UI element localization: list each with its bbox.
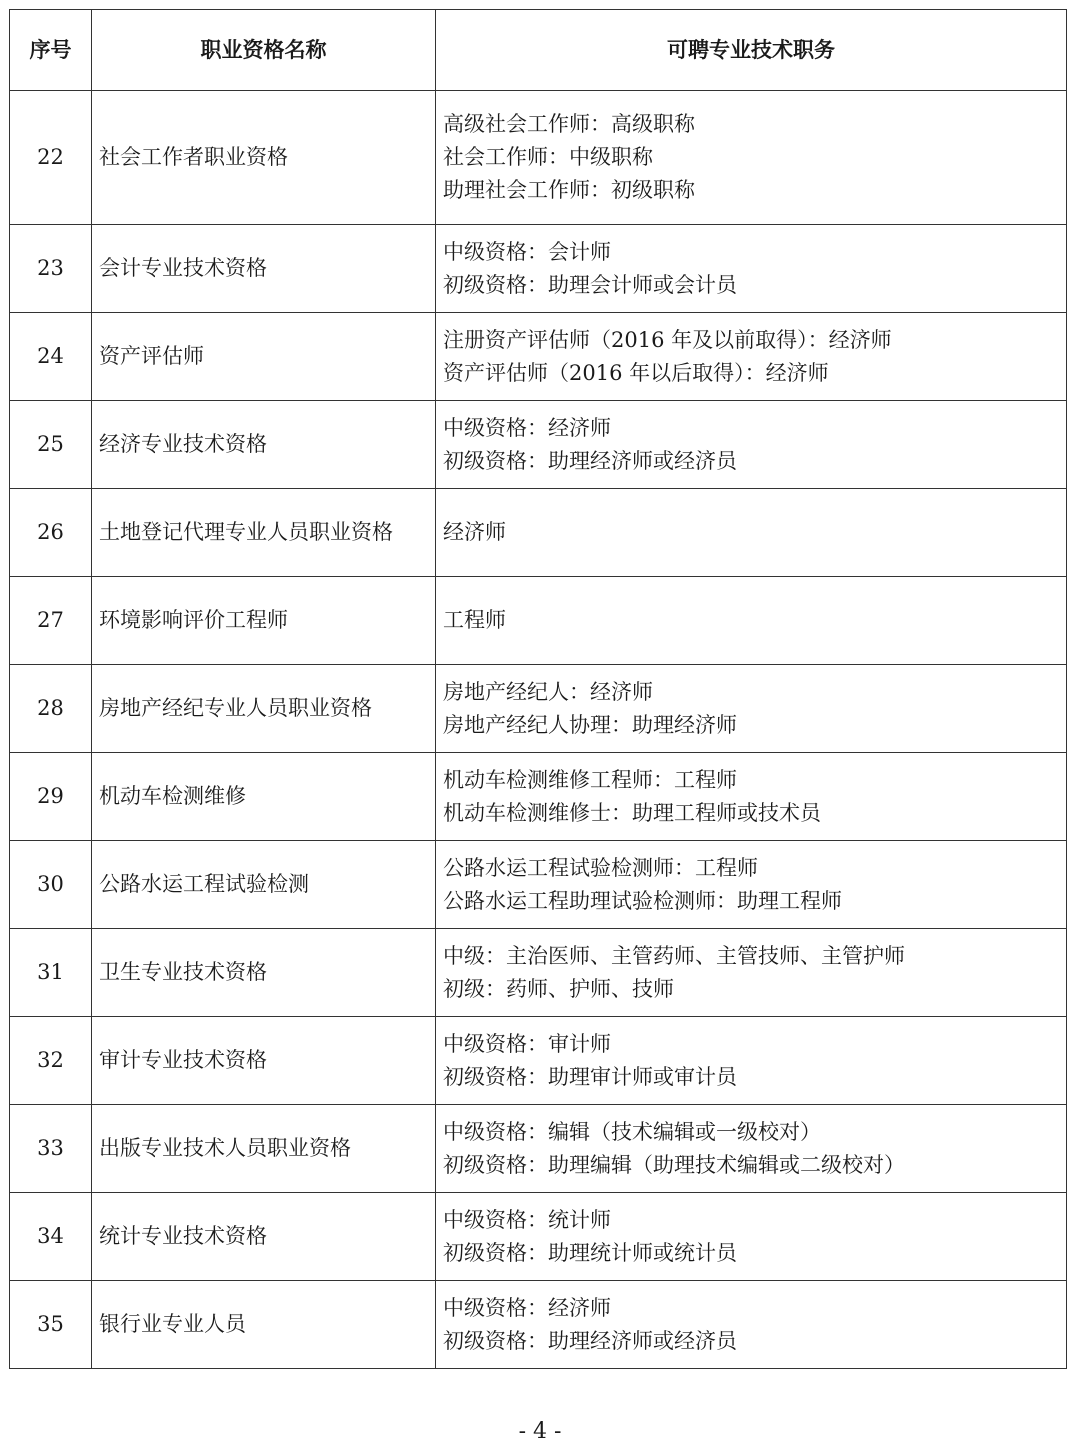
- cell-qualification-name: 资产评估师: [92, 313, 436, 401]
- cell-num: 22: [10, 91, 92, 225]
- table-row: [10, 1193, 1067, 1281]
- cell-positions: [436, 91, 1067, 225]
- table-row: [10, 577, 1067, 665]
- cell-positions: [436, 665, 1067, 753]
- cell-positions: [436, 929, 1067, 1017]
- cell-num: 28: [10, 665, 92, 753]
- position-line: 中级资格：审计师: [443, 1031, 611, 1056]
- position-line: 房地产经纪人协理：助理经济师: [443, 712, 737, 737]
- cell-qualification-name: 统计专业技术资格: [92, 1193, 436, 1281]
- position-line: 中级资格：编辑（技术编辑或一级校对）: [443, 1119, 821, 1144]
- table-row: [10, 841, 1067, 929]
- qualification-table: [9, 9, 1067, 1369]
- position-line: 经济师: [443, 520, 506, 544]
- position-line: 初级资格：助理统计师或统计员: [443, 1240, 737, 1265]
- cell-num: 25: [10, 401, 92, 489]
- cell-num: 23: [10, 225, 92, 313]
- page-number: - 4 -: [518, 1419, 562, 1444]
- cell-qualification-name: 房地产经纪专业人员职业资格: [92, 665, 436, 753]
- table-row: [10, 1105, 1067, 1193]
- cell-positions: [436, 225, 1067, 313]
- table-row: [10, 401, 1067, 489]
- header-name: 职业资格名称: [92, 10, 436, 91]
- cell-qualification-name: 经济专业技术资格: [92, 401, 436, 489]
- table-row: [10, 1017, 1067, 1105]
- position-line: 初级：药师、护师、技师: [443, 976, 674, 1001]
- position-line: 房地产经纪人：经济师: [443, 679, 653, 704]
- position-line: 高级社会工作师：高级职称: [443, 112, 695, 136]
- cell-qualification-name: 土地登记代理专业人员职业资格: [92, 489, 436, 577]
- cell-positions: [436, 753, 1067, 841]
- cell-positions: [436, 1281, 1067, 1369]
- cell-positions: [436, 401, 1067, 489]
- cell-num: 26: [10, 489, 92, 577]
- position-line: 注册资产评估师（2016 年及以前取得）：经济师: [443, 327, 892, 352]
- cell-num: 30: [10, 841, 92, 929]
- table-row: [10, 313, 1067, 401]
- position-line: 社会工作师：中级职称: [443, 145, 653, 169]
- header-positions: 可聘专业技术职务: [436, 10, 1067, 91]
- cell-qualification-name: 社会工作者职业资格: [92, 91, 436, 225]
- table-body: [10, 91, 1067, 1369]
- position-line: 初级资格：助理经济师或经济员: [443, 448, 737, 473]
- cell-qualification-name: 银行业专业人员: [92, 1281, 436, 1369]
- position-line: 资产评估师（2016 年以后取得）：经济师: [443, 360, 829, 385]
- position-line: 初级资格：助理编辑（助理技术编辑或二级校对）: [443, 1152, 905, 1177]
- cell-num: 24: [10, 313, 92, 401]
- position-line: 中级资格：经济师: [443, 1295, 611, 1320]
- position-line: 工程师: [443, 608, 506, 632]
- cell-qualification-name: 会计专业技术资格: [92, 225, 436, 313]
- cell-qualification-name: 环境影响评价工程师: [92, 577, 436, 665]
- cell-num: 29: [10, 753, 92, 841]
- table-row: [10, 225, 1067, 313]
- cell-num: 33: [10, 1105, 92, 1193]
- position-line: 初级资格：助理经济师或经济员: [443, 1328, 737, 1353]
- position-line: 初级资格：助理审计师或审计员: [443, 1064, 737, 1089]
- cell-positions: [436, 1017, 1067, 1105]
- position-line: 中级：主治医师、主管药师、主管技师、主管护师: [443, 943, 905, 968]
- position-line: 助理社会工作师：初级职称: [443, 178, 695, 202]
- position-line: 公路水运工程试验检测师：工程师: [443, 855, 758, 880]
- cell-positions: [436, 577, 1067, 665]
- cell-qualification-name: 机动车检测维修: [92, 753, 436, 841]
- table-header-row: [10, 10, 1067, 91]
- position-line: 初级资格：助理会计师或会计员: [443, 272, 737, 297]
- cell-qualification-name: 公路水运工程试验检测: [92, 841, 436, 929]
- cell-positions: [436, 1105, 1067, 1193]
- position-line: 公路水运工程助理试验检测师：助理工程师: [443, 888, 842, 913]
- cell-positions: [436, 313, 1067, 401]
- cell-positions: [436, 841, 1067, 929]
- cell-num: 32: [10, 1017, 92, 1105]
- table-row: [10, 91, 1067, 225]
- position-line: 中级资格：经济师: [443, 415, 611, 440]
- cell-num: 34: [10, 1193, 92, 1281]
- cell-num: 31: [10, 929, 92, 1017]
- cell-qualification-name: 卫生专业技术资格: [92, 929, 436, 1017]
- cell-positions: [436, 1193, 1067, 1281]
- cell-qualification-name: 出版专业技术人员职业资格: [92, 1105, 436, 1193]
- position-line: 机动车检测维修工程师：工程师: [443, 767, 737, 792]
- table-row: [10, 1281, 1067, 1369]
- table-row: [10, 929, 1067, 1017]
- cell-num: 35: [10, 1281, 92, 1369]
- cell-positions: [436, 489, 1067, 577]
- table-row: [10, 489, 1067, 577]
- cell-qualification-name: 审计专业技术资格: [92, 1017, 436, 1105]
- position-line: 机动车检测维修士：助理工程师或技术员: [443, 800, 821, 825]
- cell-num: 27: [10, 577, 92, 665]
- table-row: [10, 753, 1067, 841]
- header-num: 序号: [10, 10, 92, 91]
- position-line: 中级资格：会计师: [443, 239, 611, 264]
- position-line: 中级资格：统计师: [443, 1207, 611, 1232]
- table-row: [10, 665, 1067, 753]
